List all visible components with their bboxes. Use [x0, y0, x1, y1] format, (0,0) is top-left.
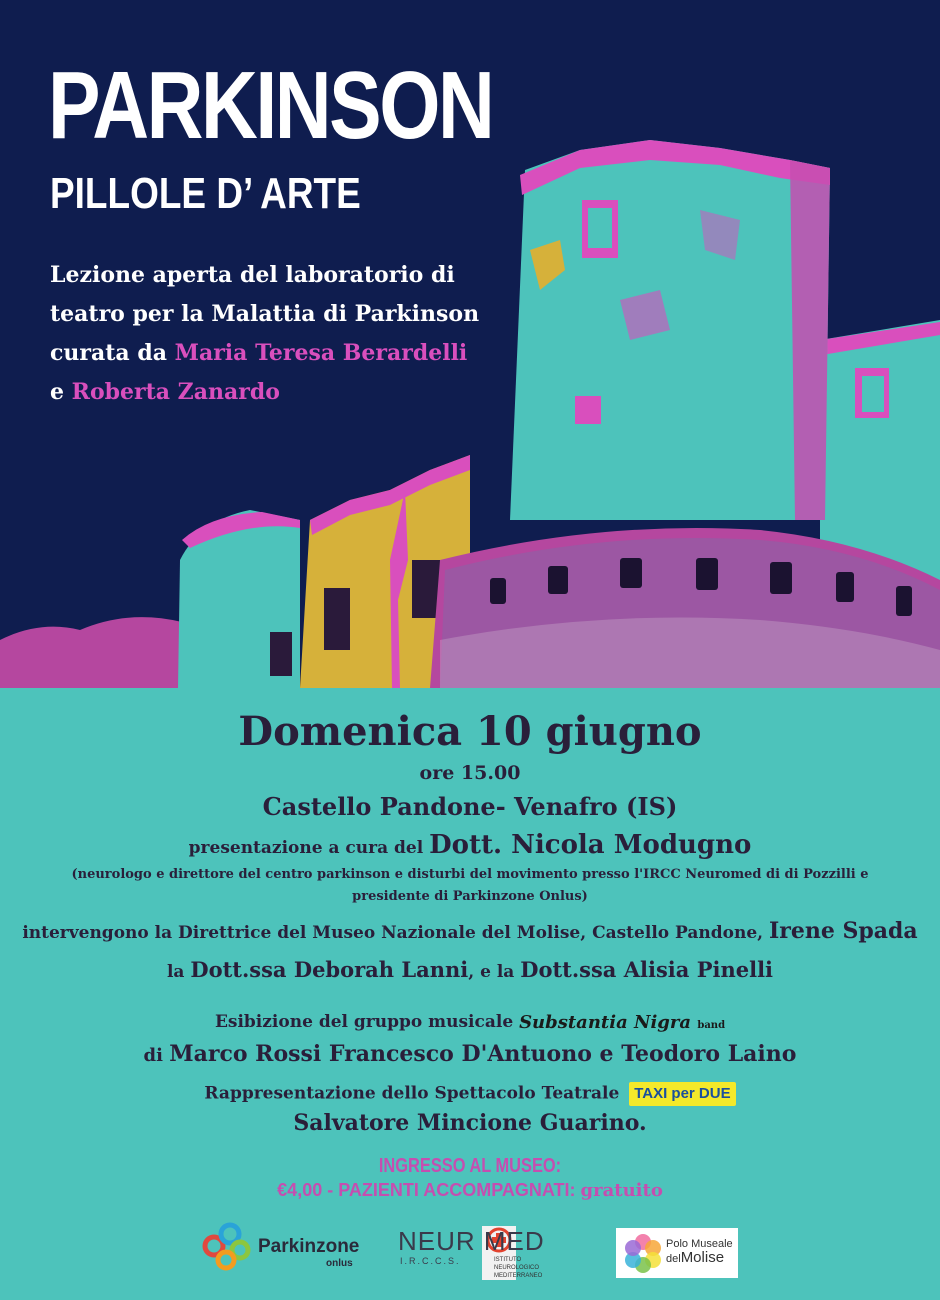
polo-flower-icon — [620, 1230, 666, 1276]
polo-museale-logo — [616, 1228, 738, 1278]
presenter-note-line-2: presidente di Parkinzone Onlus) — [352, 889, 588, 904]
presentation-prefix: presentazione a cura del — [188, 838, 430, 858]
poster-subtitle: PILLOLE D’ ARTE — [50, 169, 361, 218]
intro-line-3 — [50, 334, 479, 373]
theatre-author-suffix: . — [639, 1110, 647, 1136]
parkinzone-icon — [200, 1218, 256, 1274]
music-members-prefix: di — [143, 1045, 170, 1066]
presenter-name: Dott. Nicola Modugno — [429, 830, 752, 860]
presenter-note-line-1: (neurologo e direttore del centro parkinson e disturbi del movimento presso l'IRCC Neuromed di di Pozzilli e — [71, 867, 869, 882]
parkinzone-logo — [200, 1218, 365, 1278]
speaker-name-3: Dott.ssa Alisia Pinelli — [520, 957, 774, 982]
intro-text — [50, 256, 479, 412]
event-time: ore 15.00 — [419, 762, 521, 784]
price-free: gratuito — [580, 1180, 663, 1201]
music-line — [0, 1012, 940, 1033]
curator-name-1: Maria Teresa Berardelli — [174, 340, 468, 366]
entry-title: INGRESSO AL MUSEO: — [378, 1155, 562, 1177]
polo-line-1: Polo Museale — [666, 1238, 733, 1250]
intro-line-2: teatro per la Malattia di Parkinson — [50, 301, 480, 327]
intro-and: e — [50, 379, 72, 405]
neuromed-name: NEUR MED — [398, 1226, 545, 1256]
neuromed-logo — [398, 1226, 578, 1286]
speakers-line-1 — [0, 918, 940, 944]
polo-line-2: del — [666, 1253, 681, 1265]
band-logo-sub: band — [697, 1020, 726, 1031]
theatre-prefix: Rappresentazione dello Spettacolo Teatrale — [204, 1083, 626, 1104]
intro-line-1: Lezione aperta del laboratorio di — [50, 262, 455, 288]
presentation-line — [0, 830, 940, 860]
intro-line-4 — [50, 373, 479, 412]
band-logo — [519, 1012, 725, 1033]
speaker-name-1: Irene Spada — [768, 918, 918, 944]
theatre-author-line — [0, 1110, 940, 1136]
theatre-author: Salvatore Mincione Guarino — [293, 1110, 639, 1136]
poster-title: PARKINSON — [48, 52, 493, 159]
music-members-line — [0, 1041, 940, 1067]
speakers-prefix: intervengono la Direttrice del Museo Nazionale del Molise, Castello Pandone, — [22, 923, 769, 943]
intro-curated-by: curata da — [50, 340, 175, 366]
price-sep: - PAZIENTI ACCOMPAGNATI: — [322, 1180, 581, 1200]
speakers2-prefix: la — [166, 962, 191, 982]
entry-price — [0, 1180, 940, 1201]
polo-name — [666, 1238, 733, 1266]
event-date: Domenica 10 giugno — [238, 708, 702, 755]
parkinzone-sub: onlus — [326, 1258, 353, 1269]
neuromed-irccs: I.R.C.C.S. — [400, 1256, 461, 1266]
taxi-logo-text: TAXI per DUE — [634, 1085, 731, 1102]
music-prefix: Esibizione del gruppo musicale — [214, 1012, 520, 1032]
presenter-note — [0, 864, 940, 908]
polo-line-3: Molise — [680, 1249, 725, 1266]
neuromed-institute: ISTITUTO NEUROLOGICO MEDITERRANEO — [494, 1257, 543, 1279]
theatre-line — [0, 1082, 940, 1106]
speakers2-mid: , e la — [468, 962, 521, 982]
speaker-name-2: Dott.ssa Deborah Lanni — [190, 957, 469, 982]
parkinzone-name: Parkinzone — [258, 1236, 360, 1257]
taxi-per-due-logo — [629, 1082, 735, 1106]
music-members: Marco Rossi Francesco D'Antuono e Teodoro Laino — [169, 1041, 797, 1067]
curator-name-2: Roberta Zanardo — [71, 379, 280, 405]
band-logo-text: Substantia Nigra — [519, 1012, 692, 1033]
event-place: Castello Pandone- Venafro (IS) — [262, 792, 678, 821]
price-value: €4,00 — [277, 1180, 323, 1200]
speakers-line-2 — [0, 957, 940, 982]
